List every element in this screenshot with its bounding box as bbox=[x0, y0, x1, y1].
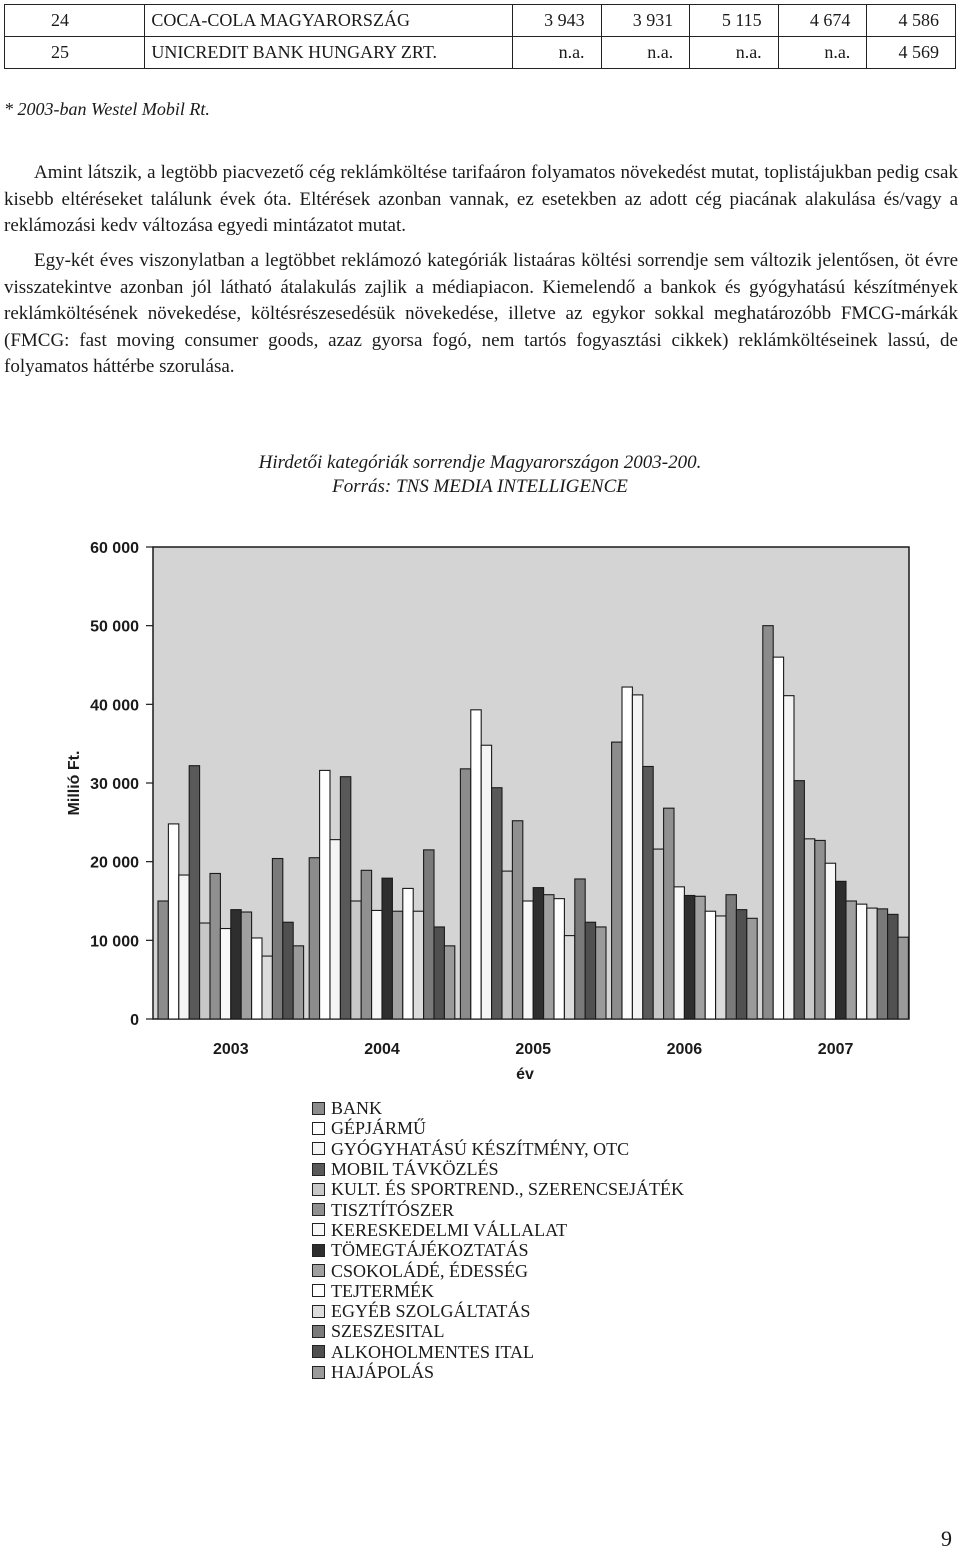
legend-swatch bbox=[312, 1203, 325, 1216]
bar bbox=[784, 696, 794, 1019]
bar bbox=[220, 929, 230, 1019]
bar bbox=[460, 769, 470, 1019]
legend-swatch bbox=[312, 1284, 325, 1297]
legend-label: ALKOHOLMENTES ITAL bbox=[331, 1341, 535, 1362]
body-paragraph: Amint látszik, a legtöbb piacvezető cég reklámköltése tarifaáron folyamatos növekedést mutat, toplistájukban pedig csak kisebb eltéréseket találunk évek óta. Eltérések azonban vannak, ez esetekben az adott cég piacának alakulása és/vagy a reklámozási kedv változása egyedi mintázatot mutat. bbox=[4, 162, 958, 237]
y-tick-label: 30 000 bbox=[90, 776, 139, 793]
legend-swatch bbox=[312, 1264, 325, 1277]
legend-label: SZESZESITAL bbox=[331, 1321, 445, 1342]
legend-label: TÖMEGTÁJÉKOZTATÁS bbox=[331, 1240, 529, 1261]
legend-label: EGYÉB SZOLGÁLTATÁS bbox=[331, 1301, 531, 1322]
x-axis-label: év bbox=[516, 1066, 534, 1083]
legend-swatch bbox=[312, 1223, 325, 1236]
legend-swatch bbox=[312, 1345, 325, 1358]
bar bbox=[512, 821, 522, 1019]
value-cell: n.a. bbox=[601, 37, 690, 69]
company-name-cell: UNICREDIT BANK HUNGARY ZRT. bbox=[145, 37, 513, 69]
legend-swatch bbox=[312, 1142, 325, 1155]
legend-label: BANK bbox=[331, 1098, 383, 1119]
bar bbox=[846, 901, 856, 1019]
bar bbox=[612, 742, 622, 1019]
bar bbox=[262, 956, 272, 1019]
bar bbox=[523, 901, 533, 1019]
bar bbox=[898, 937, 908, 1019]
bar bbox=[351, 901, 361, 1019]
legend-swatch bbox=[312, 1325, 325, 1338]
bar bbox=[283, 922, 293, 1019]
legend-label: GYÓGYHATÁSÚ KÉSZÍTMÉNY, OTC bbox=[331, 1138, 630, 1159]
body-paragraph: Egy-két éves viszonylatban a legtöbbet reklámozó kategóriák listaáras költési sorrendje sem változik jelentősen, öt évre visszatekintve azonban jól látható átalakulás zajlik a médiapiacon. Kiemelendő a bankok és gyógyhatású készítmények reklámköltésének növekedése, költésrészesedésük növekedése, illetve az egykor sokkal meghatározóbb FMCG-márkák (FMCG: fast moving consumer goods, azaz gyorsa fogó, nem tartós fogyasztási cikkek) reklámköltéseinek lassú, de folyamatos háttérbe szorulása. bbox=[4, 250, 958, 378]
bar bbox=[684, 895, 694, 1019]
legend-label: TISZTÍTÓSZER bbox=[331, 1199, 454, 1220]
chart-caption: Hirdetői kategóriák sorrendje Magyarországon 2003-200. bbox=[258, 452, 702, 473]
y-tick-label: 0 bbox=[130, 1012, 139, 1029]
bar bbox=[502, 871, 512, 1019]
bar bbox=[763, 626, 773, 1019]
bar bbox=[695, 896, 705, 1019]
table-row bbox=[5, 5, 956, 37]
legend-swatch bbox=[312, 1305, 325, 1318]
page-number: 9 bbox=[941, 1526, 952, 1551]
bar bbox=[877, 909, 887, 1019]
y-tick-label: 10 000 bbox=[90, 933, 139, 951]
legend-label: TEJTERMÉK bbox=[331, 1280, 434, 1301]
legend-swatch bbox=[312, 1183, 325, 1196]
bar bbox=[200, 923, 210, 1019]
chart-source: Forrás: TNS MEDIA INTELLIGENCE bbox=[332, 476, 628, 497]
bar bbox=[544, 895, 554, 1019]
legend-item bbox=[312, 1362, 684, 1382]
bar bbox=[330, 840, 340, 1019]
bar bbox=[888, 914, 898, 1019]
bar bbox=[424, 850, 434, 1019]
legend-label: GÉPJÁRMŰ bbox=[331, 1118, 427, 1139]
bar bbox=[340, 777, 350, 1019]
bar bbox=[372, 910, 382, 1019]
bar bbox=[585, 922, 595, 1019]
bar bbox=[804, 839, 814, 1019]
chart-plot-area bbox=[90, 540, 909, 1058]
bar bbox=[241, 912, 251, 1019]
bar bbox=[705, 911, 715, 1019]
bar bbox=[674, 887, 684, 1019]
legend-item bbox=[312, 1260, 684, 1280]
legend-item bbox=[312, 1098, 684, 1118]
legend-item bbox=[312, 1179, 684, 1199]
legend-label: MOBIL TÁVKÖZLÉS bbox=[331, 1159, 499, 1180]
company-name-cell: COCA-COLA MAGYARORSZÁG bbox=[145, 5, 513, 37]
legend-item bbox=[312, 1199, 684, 1219]
bar bbox=[392, 911, 402, 1019]
bar bbox=[622, 687, 632, 1019]
bar bbox=[158, 901, 168, 1019]
bar bbox=[564, 936, 574, 1019]
legend-swatch bbox=[312, 1244, 325, 1257]
bar bbox=[773, 657, 783, 1019]
value-cell: n.a. bbox=[690, 37, 779, 69]
bar bbox=[867, 908, 877, 1019]
rank-cell: 25 bbox=[5, 37, 145, 69]
legend-label: KERESKEDELMI VÁLLALAT bbox=[331, 1219, 568, 1240]
table-row bbox=[5, 37, 956, 69]
bar bbox=[272, 859, 282, 1019]
bar bbox=[747, 918, 757, 1019]
bar bbox=[653, 849, 663, 1019]
legend-label: KULT. ÉS SPORTREND., SZERENCSEJÁTÉK bbox=[331, 1179, 684, 1200]
y-axis-label: Millió Ft. bbox=[66, 750, 83, 816]
legend-item bbox=[312, 1118, 684, 1138]
bar bbox=[471, 710, 481, 1019]
legend-item bbox=[312, 1321, 684, 1341]
value-cell: 3 943 bbox=[512, 5, 601, 37]
bar bbox=[492, 788, 502, 1019]
bar bbox=[716, 916, 726, 1019]
bar bbox=[856, 904, 866, 1019]
x-tick-label: 2003 bbox=[213, 1041, 249, 1058]
bar bbox=[210, 873, 220, 1019]
x-tick-label: 2007 bbox=[817, 1041, 854, 1058]
legend-swatch bbox=[312, 1122, 325, 1135]
value-cell: 5 115 bbox=[690, 5, 779, 37]
x-tick-label: 2004 bbox=[364, 1041, 400, 1058]
bar bbox=[179, 875, 189, 1019]
legend-item bbox=[312, 1159, 684, 1179]
bar bbox=[554, 899, 564, 1019]
y-tick-label: 60 000 bbox=[90, 540, 139, 557]
bar bbox=[403, 888, 413, 1019]
legend-item bbox=[312, 1139, 684, 1159]
bar bbox=[794, 781, 804, 1019]
table-footnote: * 2003-ban Westel Mobil Rt. bbox=[4, 99, 210, 119]
bar-chart bbox=[0, 520, 960, 1090]
legend-swatch bbox=[312, 1366, 325, 1379]
legend-swatch bbox=[312, 1163, 325, 1176]
bar bbox=[815, 840, 825, 1019]
value-cell: 4 586 bbox=[867, 5, 956, 37]
value-cell: 4 569 bbox=[867, 37, 956, 69]
bar bbox=[664, 808, 674, 1019]
bar bbox=[643, 766, 653, 1019]
bar bbox=[632, 695, 642, 1019]
bar bbox=[434, 927, 444, 1019]
value-cell: 4 674 bbox=[778, 5, 867, 37]
chart-legend bbox=[312, 1098, 684, 1382]
legend-swatch bbox=[312, 1102, 325, 1115]
x-tick-label: 2005 bbox=[515, 1041, 551, 1058]
bar bbox=[726, 895, 736, 1019]
bar bbox=[252, 938, 262, 1019]
bar bbox=[413, 911, 423, 1019]
legend-item bbox=[312, 1281, 684, 1301]
y-tick-label: 50 000 bbox=[90, 618, 139, 636]
legend-label: HAJÁPOLÁS bbox=[331, 1362, 435, 1382]
y-tick-label: 40 000 bbox=[90, 697, 139, 715]
bar bbox=[361, 870, 371, 1019]
bar bbox=[481, 745, 491, 1019]
value-cell: n.a. bbox=[512, 37, 601, 69]
bar bbox=[231, 910, 241, 1019]
legend-item bbox=[312, 1301, 684, 1321]
bar bbox=[825, 863, 835, 1019]
bar bbox=[575, 879, 585, 1019]
legend-item bbox=[312, 1220, 684, 1240]
x-tick-label: 2006 bbox=[666, 1041, 703, 1058]
y-tick-label: 20 000 bbox=[90, 854, 139, 872]
bar bbox=[736, 910, 746, 1019]
bar bbox=[168, 824, 178, 1019]
value-cell: 3 931 bbox=[601, 5, 690, 37]
bar bbox=[533, 888, 543, 1019]
legend-item bbox=[312, 1342, 684, 1362]
rank-cell: 24 bbox=[5, 5, 145, 37]
bar bbox=[293, 946, 303, 1019]
bar bbox=[382, 878, 392, 1019]
bar bbox=[444, 946, 454, 1019]
bar bbox=[320, 770, 330, 1019]
legend-item bbox=[312, 1240, 684, 1260]
bar bbox=[596, 927, 606, 1019]
legend-label: CSOKOLÁDÉ, ÉDESSÉG bbox=[331, 1260, 529, 1281]
bar bbox=[309, 858, 319, 1019]
bar bbox=[836, 881, 846, 1019]
bar bbox=[189, 766, 199, 1019]
value-cell: n.a. bbox=[778, 37, 867, 69]
ranking-table bbox=[4, 4, 956, 69]
